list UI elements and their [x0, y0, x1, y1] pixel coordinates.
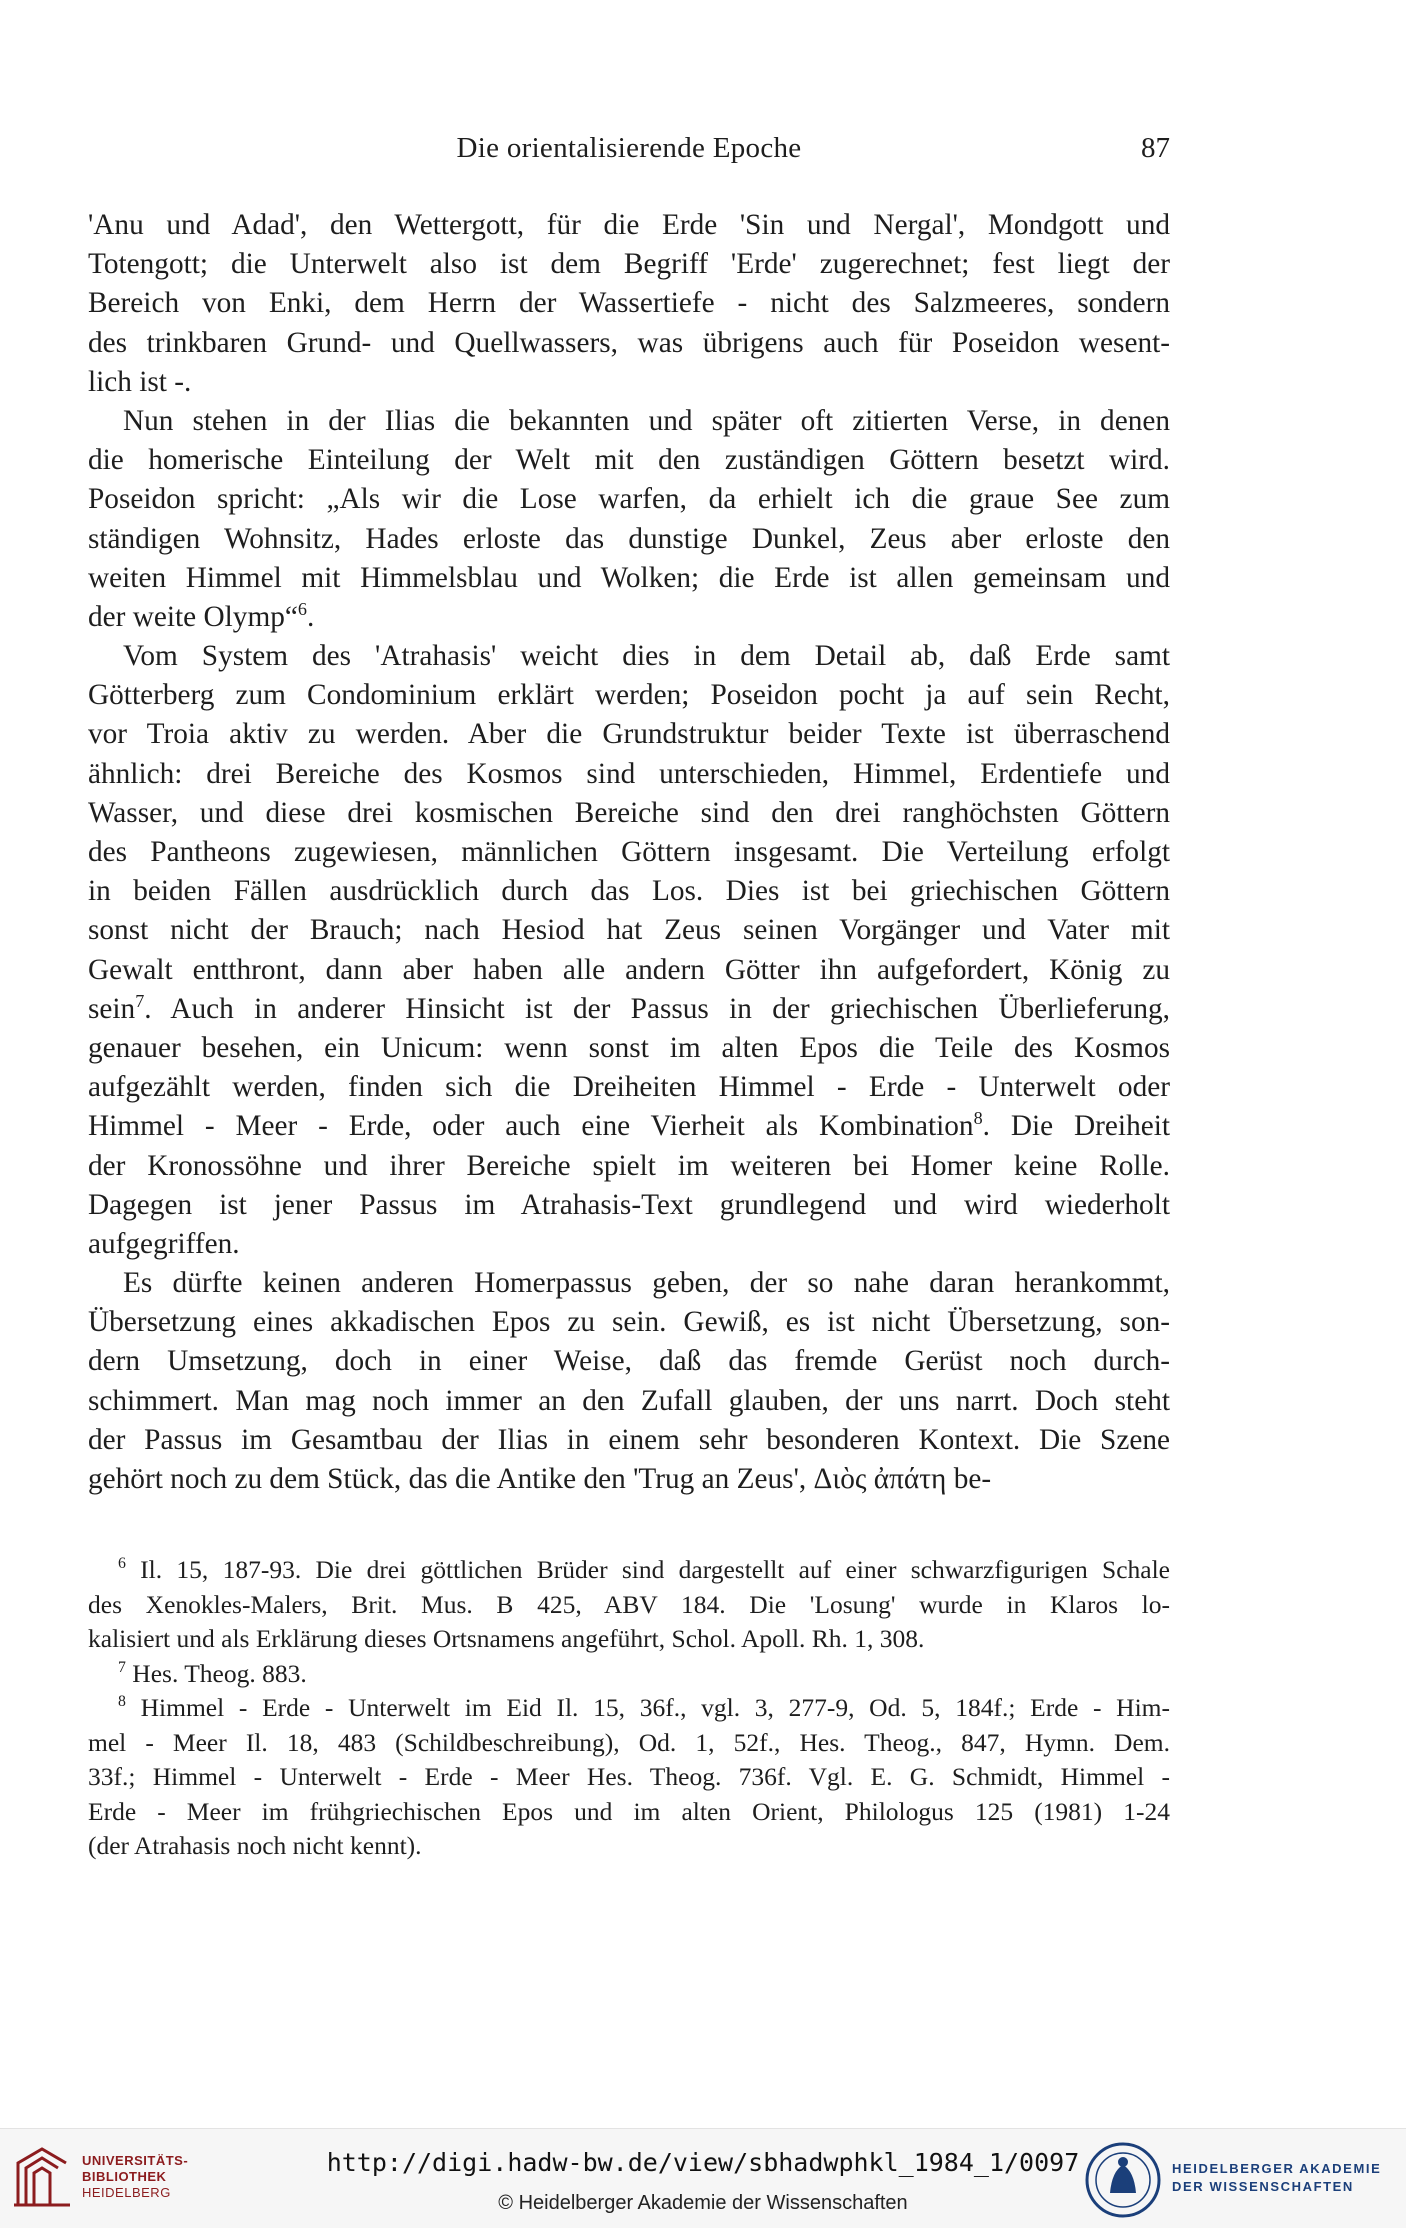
body-line: des trinkbaren Grund- und Quellwassers, was übrigens auch für Poseidon wesent-: [88, 326, 1170, 359]
footnote-line: (der Atrahasis noch nicht kennt).: [88, 1831, 422, 1860]
footnote-line: $^7$ Hes. Theog. 883.: [118, 1658, 307, 1688]
body-line: in beiden Fällen ausdrücklich durch das Los. Dies ist bei griechischen Göttern: [88, 875, 1170, 908]
hadw-seal-icon: [1084, 2141, 1162, 2219]
library-line-3: HEIDELBERG: [82, 2185, 171, 2200]
copyright-notice: © Heidelberger Akademie der Wissenschaften: [498, 2192, 908, 2214]
body-line: die homerische Einteilung der Welt mit den zuständigen Göttern besetzt wird.: [88, 444, 1170, 477]
body-line: Götterberg zum Condominium erklärt werden; Poseidon pocht ja auf sein Recht,: [88, 679, 1170, 712]
footnote-line: $^6$ Il. 15, 187-93. Die drei göttlichen Brüder sind dargestellt auf einer schwarzfigurigen Schale: [118, 1555, 1170, 1584]
body-line: genauer besehen, ein Unicum: wenn sonst im alten Epos die Teile des Kosmos: [88, 1031, 1170, 1064]
body-line: sonst nicht der Brauch; nach Hesiod hat Zeus seinen Vorgänger und Vater mit: [88, 914, 1170, 947]
footnote-reference: 8: [973, 1108, 983, 1129]
footnote-line: Erde - Meer im frühgriechischen Epos und im alten Orient, Philologus 125 (1981) 1-24: [88, 1796, 1170, 1826]
body-line: weiten Himmel mit Himmelsblau und Wolken; die Erde ist allen gemeinsam und: [88, 561, 1170, 594]
footnote-marker: 6: [118, 1555, 126, 1573]
library-line-2: BIBLIOTHEK: [82, 2169, 167, 2184]
footnote-line: kalisiert und als Erklärung dieses Ortsnamens angeführt, Schol. Apoll. Rh. 1, 308.: [88, 1624, 925, 1653]
body-line: Vom System des 'Atrahasis' weicht dies in dem Detail ab, daß Erde samt: [123, 640, 1170, 673]
body-line: Bereich von Enki, dem Herrn der Wassertiefe - nicht des Salzmeeres, sondern: [88, 287, 1170, 320]
body-line: Es dürfte keinen anderen Homerpassus geben, der so nahe daran herankommt,: [123, 1267, 1170, 1300]
footnote-marker: 7: [118, 1658, 126, 1676]
body-line: der Passus im Gesamtbau der Ilias in einem sehr besonderen Kontext. Die Szene: [88, 1423, 1170, 1456]
body-line: Wasser, und diese drei kosmischen Bereiche sind den drei ranghöchsten Göttern: [88, 796, 1170, 829]
body-line: dern Umsetzung, doch in einer Weise, daß das fremde Gerüst noch durch-: [88, 1345, 1170, 1378]
running-header: [88, 132, 1170, 172]
footnotes: [88, 1553, 1170, 1864]
body-line: Gewalt entthront, dann aber haben alle andern Götter ihn aufgefordert, König zu: [88, 953, 1170, 986]
body-line: der weite Olymp“$^6$.: [88, 598, 315, 633]
footnote-marker: 8: [118, 1693, 126, 1711]
body-line: vor Troia aktiv zu werden. Aber die Grundstruktur beider Texte ist überraschend: [88, 718, 1170, 751]
page-number: 87: [1141, 132, 1170, 164]
body-line: Himmel - Meer - Erde, oder auch eine Vierheit als Kombination$^8$. Die Dreiheit: [88, 1108, 1171, 1143]
body-line: schimmert. Man mag noch immer an den Zufall glauben, der uns narrt. Doch steht: [88, 1384, 1170, 1417]
academy-line-2: DER WISSENSCHAFTEN: [1172, 2179, 1354, 2194]
footnote-line: des Xenokles-Malers, Brit. Mus. B 425, ABV 184. Die 'Losung' wurde in Klaros lo-: [88, 1589, 1170, 1619]
footnote-reference: 6: [297, 598, 307, 619]
body-line: 'Anu und Adad', den Wettergott, für die Erde 'Sin und Nergal', Mondgott und: [88, 209, 1170, 241]
main-text: [88, 206, 1170, 1499]
body-line: Poseidon spricht: „Als wir die Lose warfen, da erhielt ich die graue See zum: [88, 483, 1170, 516]
body-line: Dagegen ist jener Passus im Atrahasis-Text grundlegend und wird wiederholt: [88, 1188, 1170, 1221]
body-line: Totengott; die Unterwelt also ist dem Begriff 'Erde' zugerechnet; fest liegt der: [88, 248, 1170, 281]
footnote-reference: 7: [135, 990, 145, 1011]
body-line: lich ist -.: [88, 365, 192, 398]
body-line: sein$^7$. Auch in anderer Hinsicht ist der Passus in der griechischen Überlieferung,: [88, 990, 1170, 1025]
body-line: gehört noch zu dem Stück, das die Antike den 'Trug an Zeus', Διὸς ἀπάτη be-: [88, 1463, 992, 1495]
body-line: Nun stehen in der Ilias die bekannten und später oft zitierten Verse, in denen: [123, 404, 1170, 437]
academy-line-1: HEIDELBERGER AKADEMIE: [1172, 2161, 1382, 2176]
body-line: ständigen Wohnsitz, Hades erloste das dunstige Dunkel, Zeus aber erloste den: [88, 522, 1170, 555]
footnote-line: mel - Meer Il. 18, 483 (Schildbeschreibung), Od. 1, 52f., Hes. Theog., 847, Hymn. Dem.: [88, 1727, 1170, 1757]
body-line: aufgezählt werden, finden sich die Dreiheiten Himmel - Erde - Unterwelt oder: [88, 1071, 1170, 1104]
body-line: des Pantheons zugewiesen, männlichen Göttern insgesamt. Die Verteilung erfolgt: [88, 836, 1170, 868]
academy-name: [1172, 2160, 1381, 2196]
footnote-line: $^8$ Himmel - Erde - Unterwelt im Eid Il. 15, 36f., vgl. 3, 277-9, Od. 5, 184f.; Erde - Him-: [118, 1693, 1170, 1722]
library-line-1: UNIVERSITÄTS-: [82, 2153, 189, 2168]
body-line: der Kronossöhne und ihrer Bereiche spielt im weiteren bei Homer keine Rolle.: [88, 1149, 1170, 1182]
running-title: Die orientalisierende Epoche: [456, 132, 802, 164]
footnote-line: 33f.; Himmel - Unterwelt - Erde - Meer Hes. Theog. 736f. Vgl. E. G. Schmidt, Himmel -: [88, 1762, 1170, 1791]
body-line: ähnlich: drei Bereiche des Kosmos sind unterschieden, Himmel, Erdentiefe und: [88, 757, 1170, 790]
body-line: Übersetzung eines akkadischen Epos zu sein. Gewiß, es ist nicht Übersetzung, son-: [88, 1306, 1170, 1339]
permalink-url[interactable]: http://digi.hadw-bw.de/view/sbhadwphkl_1984_1/0097: [326, 2148, 1080, 2177]
body-line: aufgegriffen.: [88, 1227, 240, 1260]
